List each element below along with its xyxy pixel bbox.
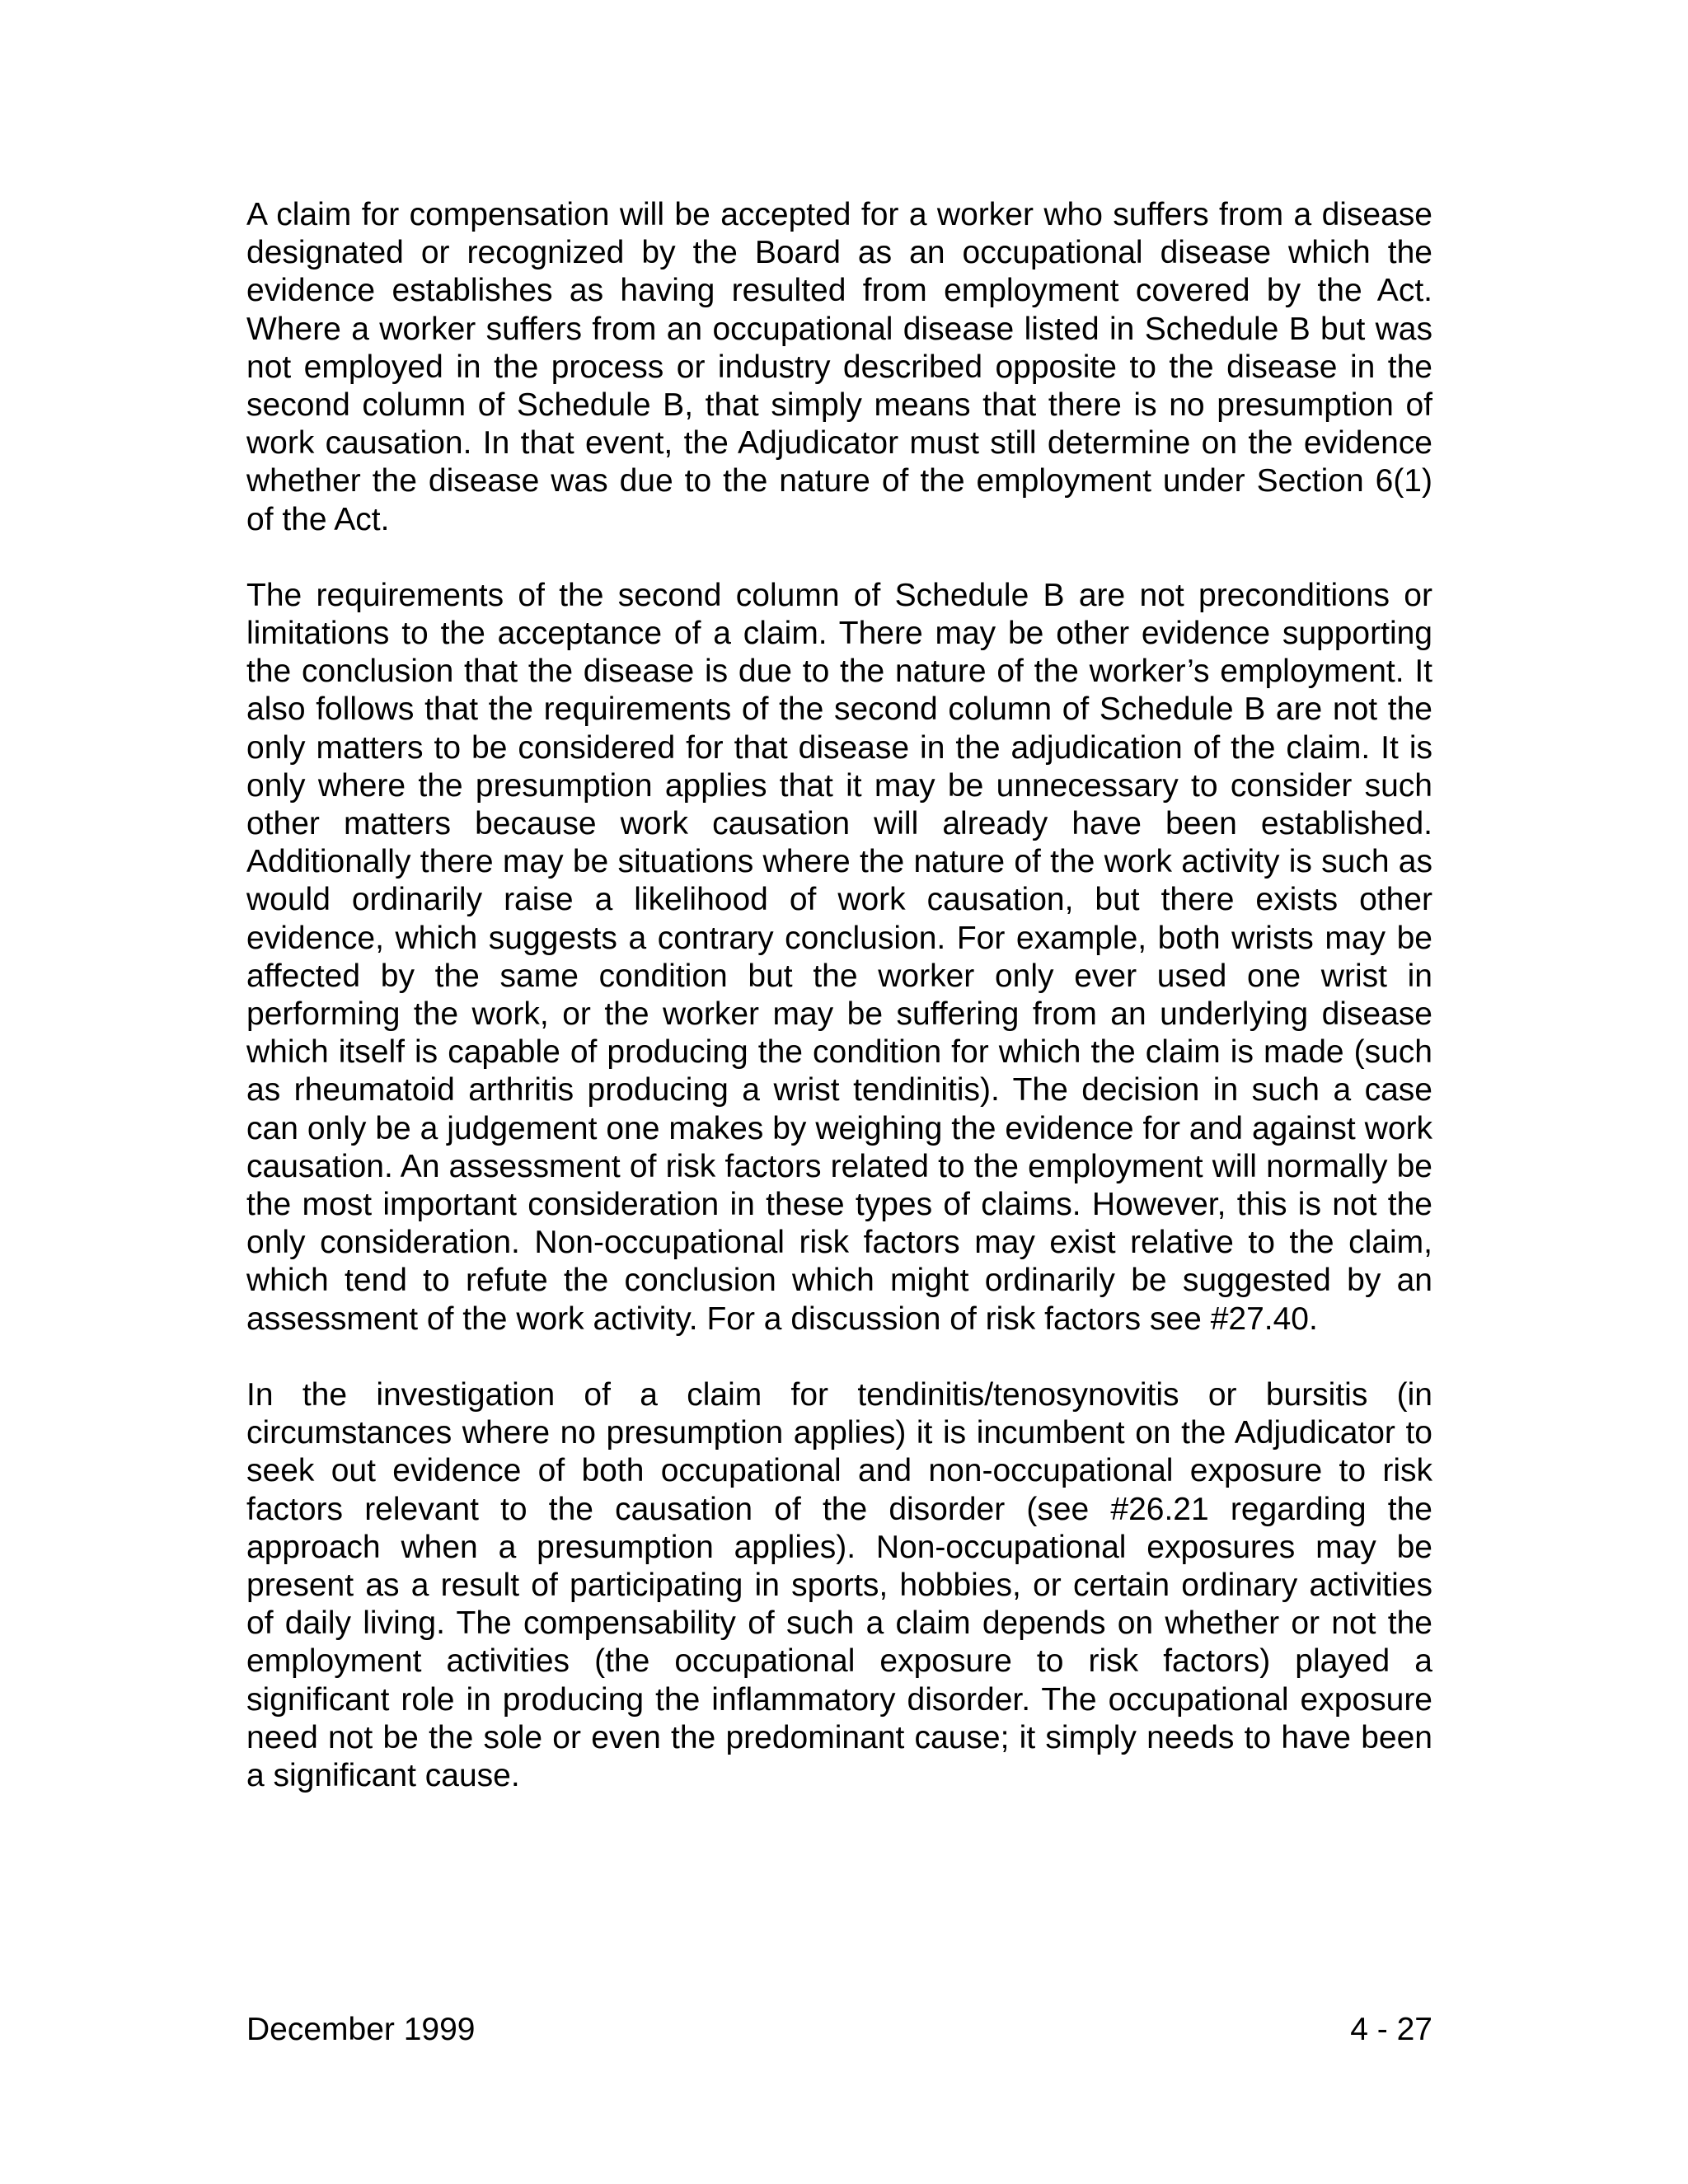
footer-page-number: 4 - 27 <box>1350 2012 1432 2047</box>
paragraph-schedule-b-requirements: The requirements of the second column of Schedule B are not preconditions or limitations to the acceptance of a claim. There may be other evidence supporting the conclusion that the disease is due to the nature of the worker’s employment. It also follows that the requirements of the second column of Schedule B are not the only matters to be considered for that disease in the adjudication of the claim. It is only where the presumption applies that it may be unnecessary to consider such other matters because work causation will already have been established. Additionally there may be situations where the nature of the work activity is such as would ordinarily raise a likelihood of work causation, but there exists other evidence, which suggests a contrary conclusion. For example, both wrists may be affected by the same condition but the worker only ever used one wrist in performing the work, or the worker may be suffering from an underlying disease which itself is capable of producing the condition for which the claim is made (such as rheumatoid arthritis producing a wrist tendinitis). The decision in such a case can only be a judgement one makes by weighing the evidence for and against work causation. An assessment of risk factors related to the employment will normally be the most important consideration in these types of claims. However, this is not the only consideration. Non-occupational risk factors may exist relative to the claim, which tend to refute the conclusion which might ordinarily be suggested by an assessment of the work activity. For a discussion of risk factors see #27.40. <box>246 577 1432 1337</box>
footer-date: December 1999 <box>246 2012 476 2047</box>
body-text <box>246 196 1432 1795</box>
paragraph-tendinitis-investigation: In the investigation of a claim for tendinitis/tenosynovitis or bursitis (in circumstances where no presumption applies) it is incumbent on the Adjudicator to seek out evidence of both occupational and non-occupational exposure to risk factors relevant to the causation of the disorder (see #26.21 regarding the approach when a presumption applies). Non-occupational exposures may be present as a result of participating in sports, hobbies, or certain ordinary activities of daily living. The compensability of such a claim depends on whether or not the employment activities (the occupational exposure to risk factors) played a significant role in producing the inflammatory disorder. The occupational exposure need not be the sole or even the predominant cause; it simply needs to have been a significant cause. <box>246 1376 1432 1793</box>
paragraph-claim-acceptance: A claim for compensation will be accepted for a worker who suffers from a disease designated or recognized by the Board as an occupational disease which the evidence establishes as having resulted from employment covered by the Act. Where a worker suffers from an occupational disease listed in Schedule B but was not employed in the process or industry described opposite to the disease in the second column of Schedule B, that simply means that there is no presumption of work causation. In that event, the Adjudicator must still determine on the evidence whether the disease was due to the nature of the employment under Section 6(1) of the Act. <box>246 197 1432 537</box>
page-footer <box>246 2011 1432 2052</box>
